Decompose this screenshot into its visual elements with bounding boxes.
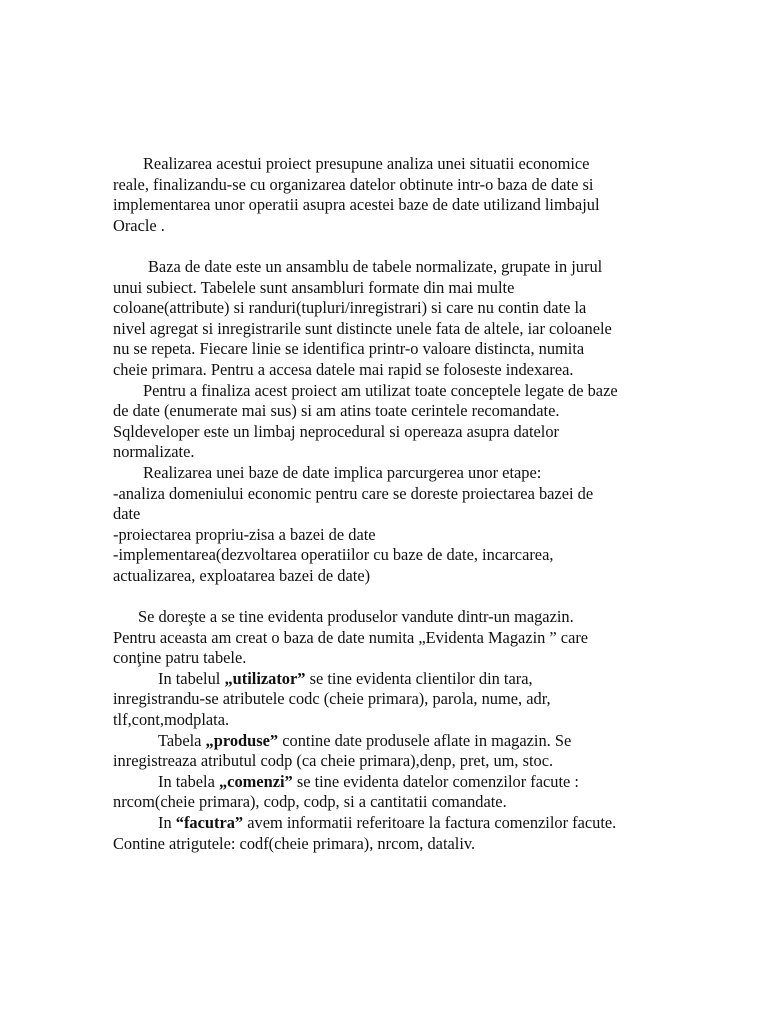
- text-run: se tine evidenta clientilor din tara,: [305, 668, 533, 688]
- text-line: Oracle .: [113, 215, 165, 235]
- text-line: de date (enumerate mai sus) si am atins toate cerintele recomandate.: [113, 401, 560, 421]
- text-line: [113, 731, 658, 752]
- text-line: reale, finalizandu-se cu organizarea datelor obtinute intr-o baza de date si: [113, 174, 594, 194]
- table-name-produse: „produse”: [205, 730, 279, 750]
- paragraph-store-inventory: [113, 607, 658, 669]
- table-name-utilizator: „utilizator”: [224, 668, 306, 688]
- list-item: -implementarea(dezvoltarea operatiilor cu baze de date, incarcarea,: [113, 545, 554, 565]
- text-line: Sqldeveloper este un limbaj neprocedural si opereaza asupra datelor: [113, 421, 560, 441]
- text-line: implementarea unor operatii asupra acestei baze de date utilizand limbajul: [113, 195, 600, 215]
- text-line: Baza de date este un ansamblu de tabele normalizate, grupate in jurul: [148, 256, 603, 276]
- paragraph-gap: [113, 236, 658, 257]
- text-line: coloane(attribute) si randuri(tupluri/inregistrari) si care nu contin date la: [113, 298, 587, 318]
- paragraph-table-produse: [113, 731, 658, 772]
- text-line: Se doreşte a se tine evidenta produselor vandute dintr-un magazin.: [138, 607, 574, 627]
- paragraph-table-utilizator: [113, 669, 658, 731]
- text-line: date: [113, 504, 141, 524]
- text-line: actualizarea, exploatarea bazei de date): [113, 565, 371, 585]
- paragraph-table-factura: [113, 813, 658, 854]
- text-run: In: [158, 813, 176, 832]
- text-run: contine date produsele aflate in magazin. Se: [278, 730, 572, 750]
- text-run: se tine evidenta datelor comenzilor facute :: [292, 771, 579, 791]
- paragraph-intro: [113, 154, 658, 236]
- list-item: -proiectarea propriu-zisa a bazei de date: [113, 524, 376, 544]
- text-line: inregistreaza atributul codp (ca cheie primara),denp, pret, um, stoc.: [113, 751, 554, 771]
- text-line: nivel agregat si inregistrarile sunt distincte unele fata de altele, iar coloanele: [113, 318, 612, 338]
- text-run: Tabela: [158, 730, 206, 750]
- text-line: Realizarea acestui proiect presupune analiza unei situatii economice: [143, 154, 590, 173]
- text-line: [113, 813, 658, 834]
- text-line: Contine atrigutele: codf(cheie primara), nrcom, dataliv.: [113, 833, 476, 853]
- text-line: Realizarea unei baze de date implica parcurgerea unor etape:: [143, 462, 542, 482]
- paragraph-database-definition: [113, 257, 658, 381]
- text-line: nrcom(cheie primara), codp, codp, si a cantitatii comandate.: [113, 792, 507, 812]
- list-item: -analiza domeniului economic pentru care se doreste proiectarea bazei de: [113, 483, 594, 503]
- paragraph-stages: [113, 463, 658, 587]
- text-line: Pentru a finaliza acest proiect am utilizat toate conceptele legate de baze: [143, 380, 618, 400]
- text-line: [113, 772, 658, 793]
- document-body: [113, 154, 658, 854]
- text-line: [113, 669, 658, 690]
- text-run: In tabelul: [158, 668, 225, 688]
- text-line: normalizate.: [113, 442, 195, 462]
- text-run: In tabela: [158, 771, 219, 791]
- table-name-factura: “facutra”: [175, 813, 244, 832]
- text-line: nu se repeta. Fiecare linie se identifica printr-o valoare distincta, numita: [113, 339, 585, 359]
- text-line: inregistrandu-se atributele codc (cheie primara), parola, nume, adr,: [113, 689, 551, 709]
- text-line: tlf,cont,modplata.: [113, 710, 230, 730]
- table-name-comenzi: „comenzi”: [218, 771, 293, 791]
- text-line: unui subiect. Tabelele sunt ansambluri formate din mai multe: [113, 277, 515, 297]
- paragraph-project-concepts: [113, 381, 658, 463]
- text-line: conţine patru tabele.: [113, 648, 247, 668]
- paragraph-gap: [113, 586, 658, 607]
- text-line: Pentru aceasta am creat o baza de date numita „Evidenta Magazin ” care: [113, 627, 589, 647]
- text-line: cheie primara. Pentru a accesa datele mai rapid se foloseste indexarea.: [113, 359, 574, 379]
- text-run: avem informatii referitoare la factura comenzilor facute.: [243, 813, 617, 832]
- paragraph-table-comenzi: [113, 772, 658, 813]
